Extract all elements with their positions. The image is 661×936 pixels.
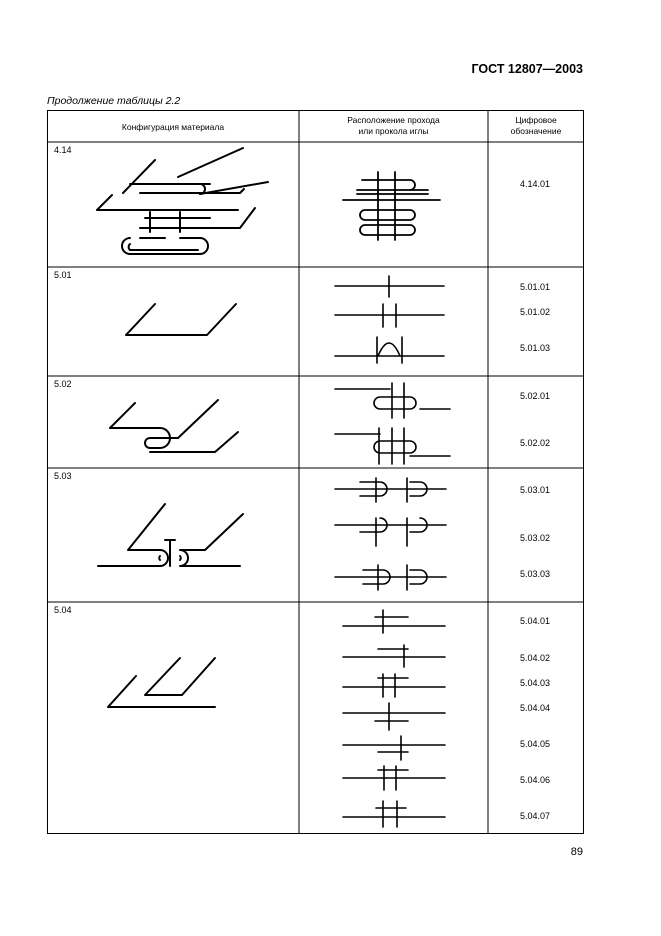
code-5-04-02: 5.04.02 [520, 653, 551, 663]
material-4-14-diagram [97, 148, 268, 254]
row-label-5-04: 5.04 [54, 605, 72, 615]
column-header-code-line2: обозначение [510, 126, 562, 136]
code-5-01-01: 5.01.01 [520, 282, 551, 292]
code-5-04-05: 5.04.05 [520, 739, 551, 749]
code-5-04-07: 5.04.07 [520, 811, 551, 821]
location-4-14-diagram [343, 172, 440, 240]
code-4-14-01: 4.14.01 [520, 179, 551, 189]
standard-number: ГОСТ 12807—2003 [471, 62, 583, 76]
material-5-04-diagram [108, 658, 215, 707]
row-label-5-02: 5.02 [54, 379, 72, 389]
code-5-04-04: 5.04.04 [520, 703, 551, 713]
material-5-03-diagram [98, 504, 243, 566]
location-5-04-diagram [343, 610, 445, 827]
row-label-4-14: 4.14 [54, 145, 72, 155]
code-5-03-02: 5.03.02 [520, 533, 551, 543]
code-5-04-06: 5.04.06 [520, 775, 551, 785]
location-5-02-diagram [335, 383, 450, 464]
code-5-03-03: 5.03.03 [520, 569, 551, 579]
code-5-01-03: 5.01.03 [520, 343, 551, 353]
column-header-location-line1: Расположение прохода [347, 115, 440, 125]
column-header-code-line1: Цифровое [515, 115, 557, 125]
page-number: 89 [570, 846, 583, 858]
location-5-03-diagram [335, 478, 446, 590]
table-caption: Продолжение таблицы 2.2 [47, 95, 181, 107]
row-label-5-03: 5.03 [54, 471, 72, 481]
location-5-01-diagram [335, 276, 444, 363]
material-5-02-diagram [110, 400, 238, 452]
code-5-04-01: 5.04.01 [520, 616, 551, 626]
code-5-02-02: 5.02.02 [520, 438, 551, 448]
column-header-location-line2: или прокола иглы [358, 126, 429, 136]
code-5-01-02: 5.01.02 [520, 307, 551, 317]
material-5-01-diagram [126, 304, 236, 335]
code-5-03-01: 5.03.01 [520, 485, 551, 495]
row-label-5-01: 5.01 [54, 270, 72, 280]
code-5-02-01: 5.02.01 [520, 391, 551, 401]
column-header-config: Конфигурация материала [121, 122, 225, 132]
code-5-04-03: 5.04.03 [520, 678, 551, 688]
